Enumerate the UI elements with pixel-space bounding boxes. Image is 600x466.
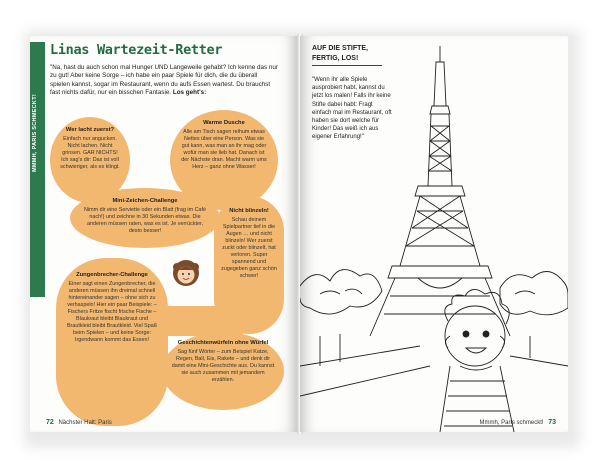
girl-avatar-icon	[172, 258, 200, 288]
side-tab-label: MMMH, PARIS SCHMECKT!	[32, 94, 38, 172]
game-text: Schau deinem Spielpartner tief in die Augen … und nicht blinzeln! Wer zuerst zuckt oder blinzelt, hat verloren. Super spannend und zugegeben ganz schön schwer!	[221, 217, 277, 279]
game-text: Alle am Tisch sagen reihum etwas Nettes über eine Person. Was sie gut kann, was man an ihr mag oder wofür man sie lieb hat. Danach ist der Nächste dran. Macht warm ums Herz – ganz ohne Wasser!	[181, 129, 267, 170]
chapter-side-tab	[30, 42, 45, 297]
game-bubble	[56, 258, 168, 426]
game-text: Sag fünf Wörter – zum Beispiel Katze, Regen, Ball, Eis, Rakete – und denk dir damit eine Mini-Geschichte aus. Du kannst sie auch zusammen mit jemandem erzählen.	[171, 349, 275, 383]
left-page	[30, 36, 298, 432]
game-bubble	[162, 332, 284, 410]
right-page-number: 73	[548, 419, 556, 426]
page-title: Linas Wartezeit-Retter	[50, 42, 223, 58]
game-title: Wer lacht zuerst?	[65, 127, 115, 133]
intro-bold: Los geht's:	[172, 89, 207, 97]
left-folio	[46, 419, 112, 426]
right-page	[300, 36, 568, 432]
left-page-number: 72	[46, 419, 54, 426]
game-title: Geschichtenwürfeln ohne Würfel	[177, 340, 269, 346]
game-text: Nimm dir eine Serviette oder ein Blatt (frag im Café nach!) und zeichne in 30 Sekunden etwas. Die anderen müssen raten, was es ist. Je verrückter, desto besser!	[84, 207, 206, 234]
lina-quote: "Wenn ihr alle Spiele ausprobiert habt, kannst du jetzt los malen! Falls ihr keine Stifte dabei habt: Fragt einfach mal im Restaurant, oft haben sie dort welche für Kinder! Das weiß ich aus eigener Erfahrung!"	[312, 77, 392, 141]
game-title: Nicht blinzeln!	[229, 208, 269, 214]
intro-body: "Na, hast du auch schon mal Hunger UND Langeweile gehabt? Ich kenne das nur zu gut! Aber keine Sorge – ich habe ein paar Spiele für dich, die du überall spielen kannst, sogar im Restaurant, wenn du aufs Essen wartest. Du brauchst fast nichts dafür, nur ein bisschen Fantasie.	[50, 64, 279, 97]
left-running-title: Nächster Halt: Paris	[58, 420, 112, 426]
game-title: Warme Dusche	[203, 120, 245, 126]
intro-text	[50, 64, 278, 98]
game-title: Zungenbrecher-Challenge	[76, 272, 148, 278]
right-folio	[480, 419, 556, 426]
game-title: Mini-Zeichen-Challenge	[112, 198, 178, 204]
heading-underline	[312, 65, 382, 66]
game-bubble	[214, 196, 284, 334]
game-text: Einer sagt einen Zungenbrecher, die anderen müssen ihn dreimal schnell hintereinander sagen – ohne sich zu verhaspeln! Hier ein paar Beispiele: – Fischers Fritze fischt frische Fische – Blaukraut bleibt Blaukraut und Brautkleid bleibt Brautkleid. Viel Spaß beim Spielen – und keine Sorge: Irgendwann kommt das Essen!	[66, 281, 158, 343]
coloring-heading	[312, 44, 382, 66]
right-running-title: Mmmh, Paris schmeckt!	[479, 420, 544, 426]
game-text: Einfach nur angucken. Nicht lachen. Nicht grinsen. GAR NICHTS! Ich sag's dir: Das ist voll schwieriger, als es klingt.	[60, 136, 120, 170]
coloring-heading-text: AUF DIE STIFTE, FERTIG, LOS!	[312, 45, 368, 62]
game-bubble	[70, 188, 220, 248]
